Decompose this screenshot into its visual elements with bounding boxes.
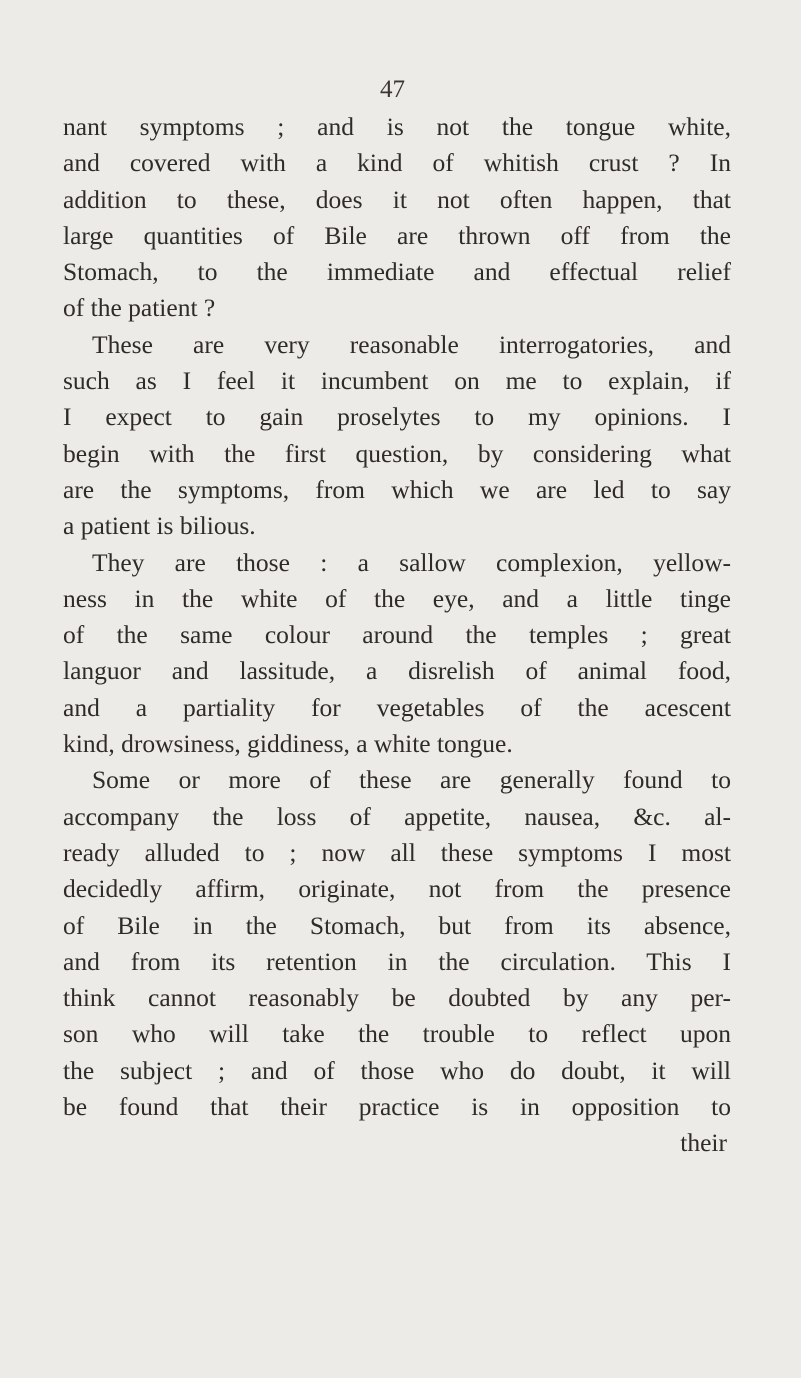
text-line: addition to these, does it not often happen, that bbox=[63, 184, 731, 214]
text-line: of the same colour around the temples ; great bbox=[63, 620, 731, 650]
text-line: decidedly affirm, originate, not from the presence bbox=[63, 874, 731, 904]
text-line: son who will take the trouble to reflect upon bbox=[63, 1019, 731, 1049]
text-line: think cannot reasonably be doubted by any per- bbox=[63, 983, 731, 1013]
text-line: Some or more of these are generally found to bbox=[92, 765, 731, 795]
text-line: and a partiality for vegetables of the acescent bbox=[63, 692, 731, 722]
text-line: begin with the first question, by considering what bbox=[63, 438, 731, 468]
text-line: These are very reasonable interrogatories, and bbox=[92, 329, 731, 359]
page-number: 47 bbox=[380, 76, 405, 103]
text-line: the subject ; and of those who do doubt, it will bbox=[63, 1055, 731, 1085]
text-line: kind, drowsiness, giddiness, a white tongue. bbox=[63, 729, 513, 759]
text-line: their bbox=[680, 1128, 727, 1158]
text-line: and from its retention in the circulation. This I bbox=[63, 946, 731, 976]
text-line: They are those : a sallow complexion, yellow- bbox=[92, 547, 731, 577]
text-line: ready alluded to ; now all these symptoms I most bbox=[63, 837, 731, 867]
text-line: be found that their practice is in opposition to bbox=[63, 1092, 731, 1122]
text-line: of Bile in the Stomach, but from its absence, bbox=[63, 910, 731, 940]
text-line: a patient is bilious. bbox=[63, 511, 256, 541]
text-line: I expect to gain proselytes to my opinions. I bbox=[63, 402, 731, 432]
text-line: ness in the white of the eye, and a little tinge bbox=[63, 583, 731, 613]
text-line: large quantities of Bile are thrown off from the bbox=[63, 220, 731, 250]
text-line: nant symptoms ; and is not the tongue white, bbox=[63, 112, 731, 141]
text-line: accompany the loss of appetite, nausea, &c. al- bbox=[63, 801, 731, 831]
text-line: such as I feel it incumbent on me to explain, if bbox=[63, 366, 731, 396]
text-line: Stomach, to the immediate and effectual relief bbox=[63, 257, 731, 287]
text-line: languor and lassitude, a disrelish of animal food, bbox=[63, 656, 731, 686]
body-text bbox=[63, 109, 731, 1162]
text-line: and covered with a kind of whitish crust ? In bbox=[63, 148, 731, 178]
text-line: are the symptoms, from which we are led to say bbox=[63, 474, 731, 504]
text-line: of the patient ? bbox=[63, 293, 216, 323]
